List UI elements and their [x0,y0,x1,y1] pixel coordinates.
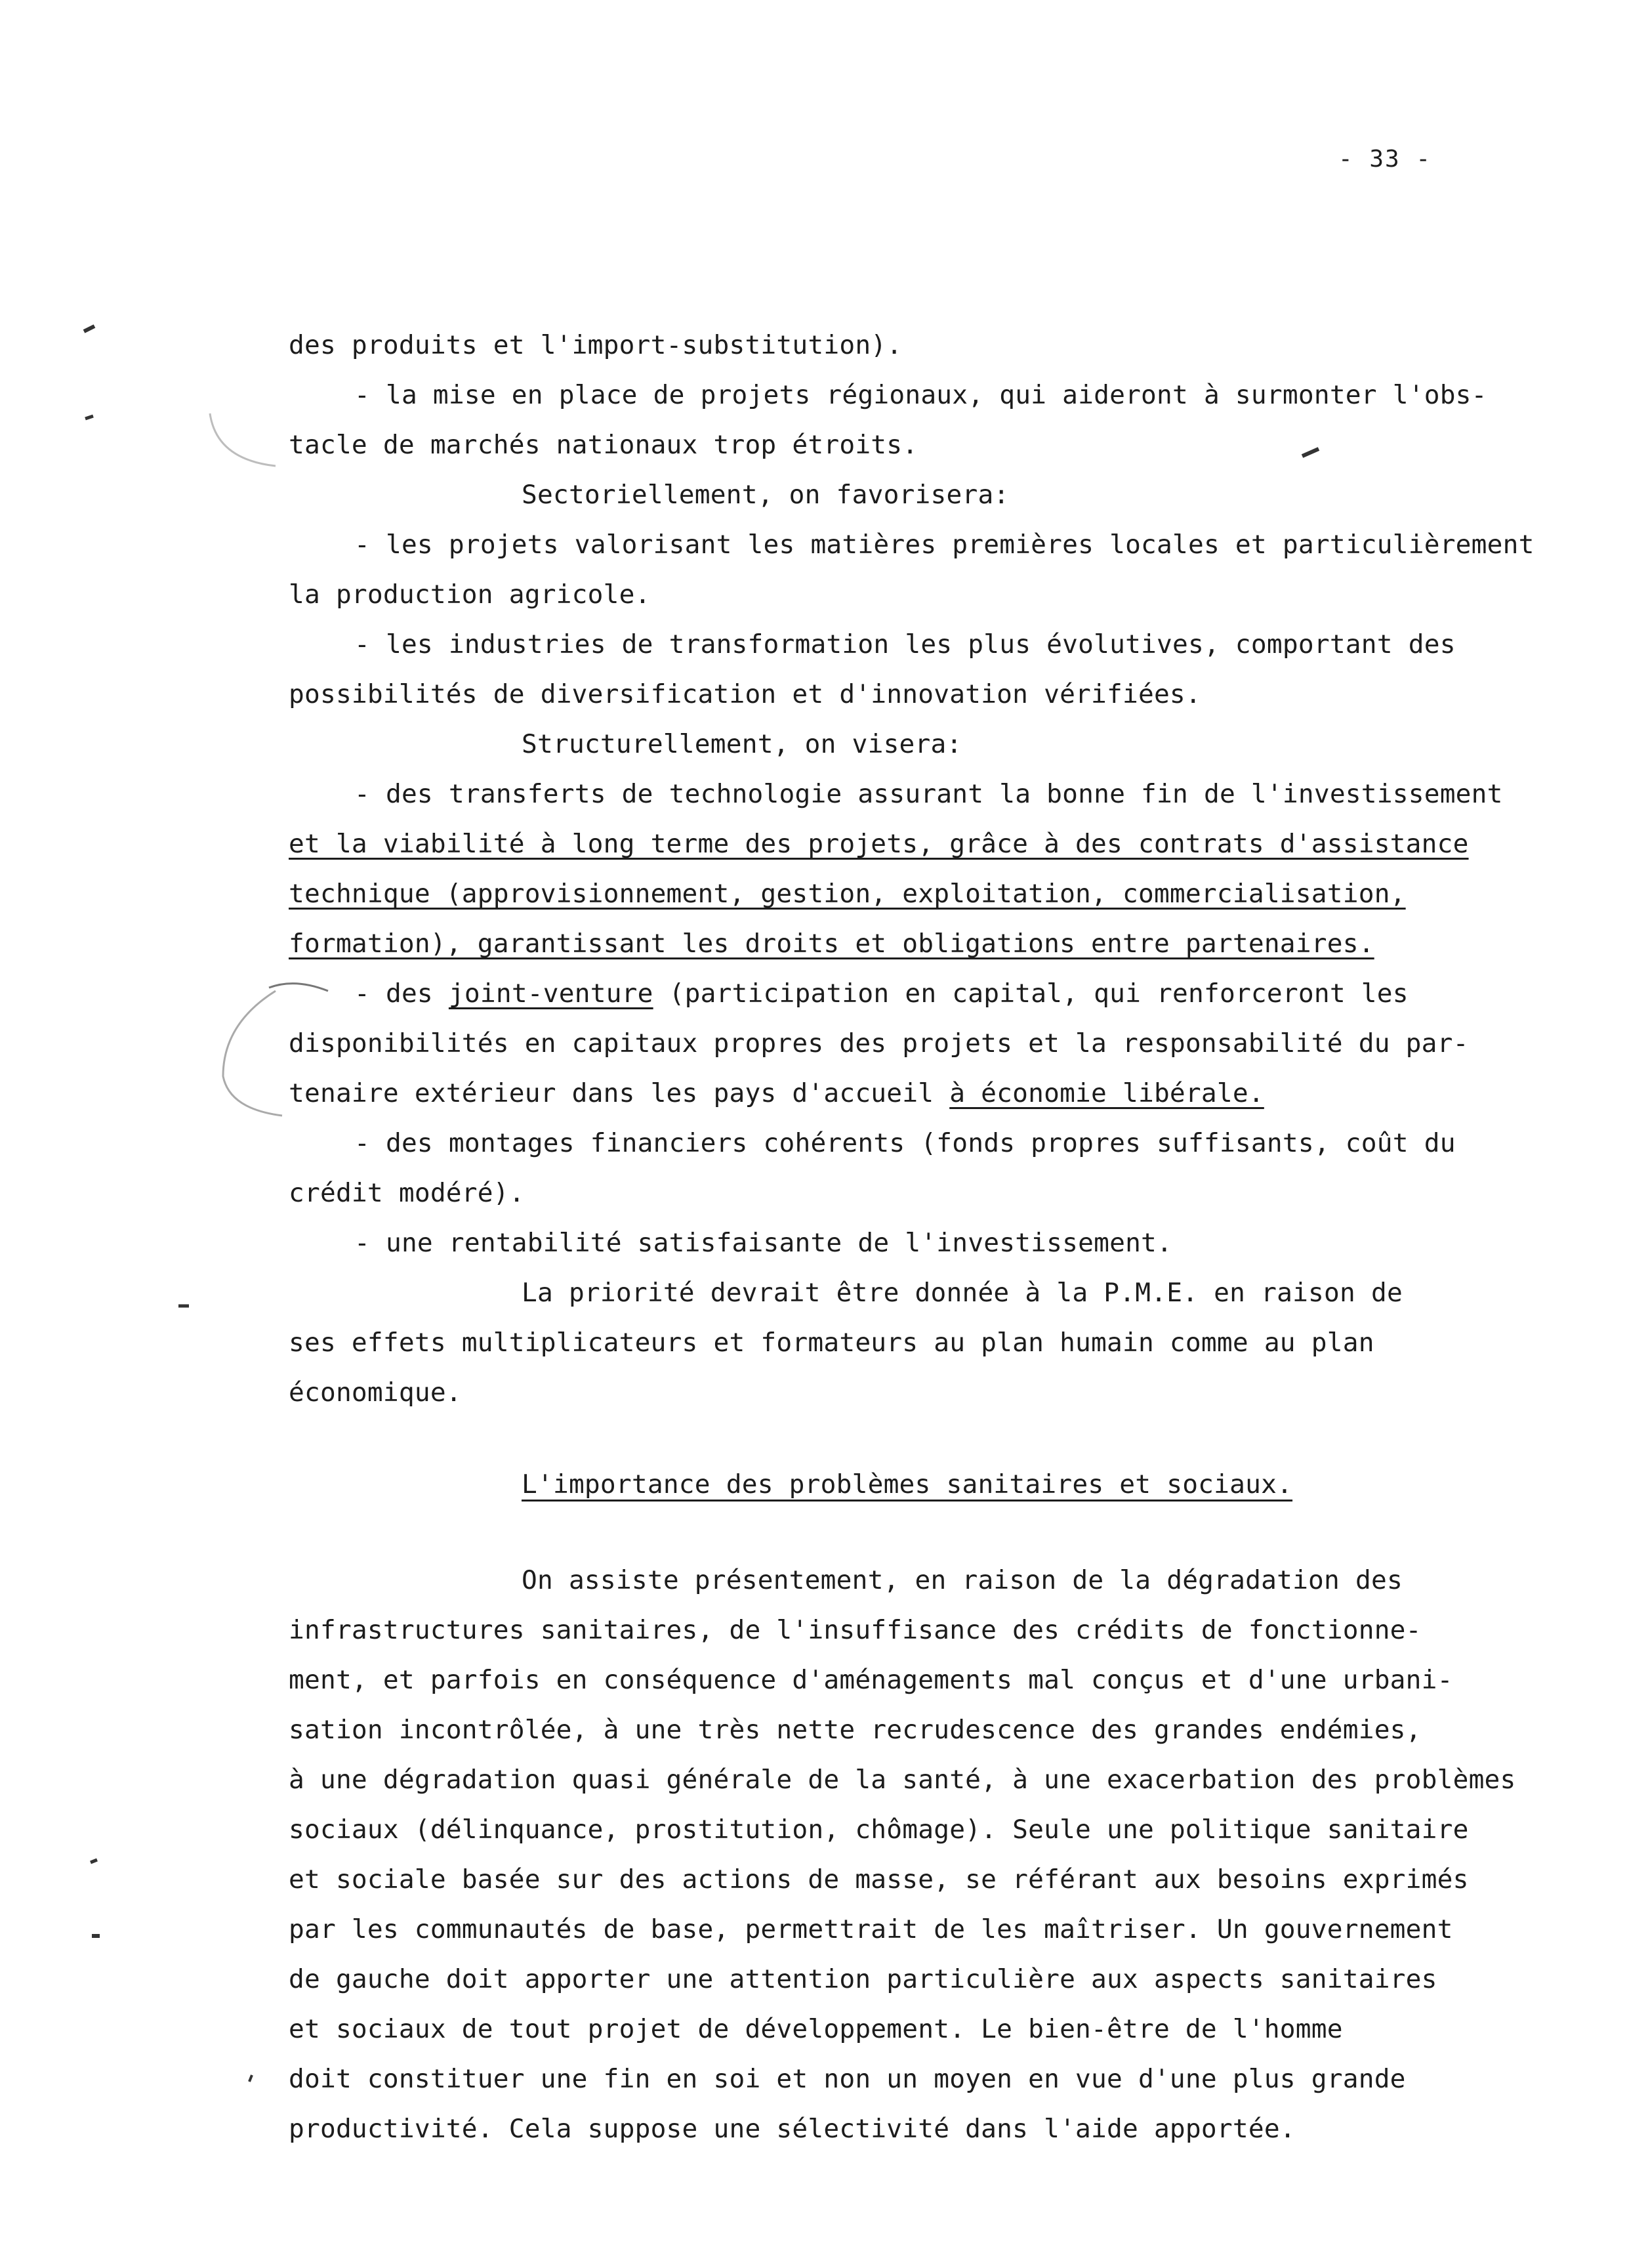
margin-dot-mark [91,1860,97,1862]
text-line: de gauche doit apporter une attention particulière aux aspects sanitaires [289,1964,1437,1994]
text-line: productivité. Cela suppose une sélectivité dans l'aide apportée. [289,2114,1296,2144]
text-line: crédit modéré). [289,1178,525,1208]
text-line: - les projets valorisant les matières premières locales et particulièrement [354,530,1535,560]
section-heading: L'importance des problèmes sanitaires et sociaux. [522,1469,1293,1500]
text-line: la production agricole. [289,579,651,610]
joint-venture-underlined: joint-venture [448,978,653,1009]
text-line: par les communautés de base, permettrait de les maîtriser. Un gouvernement [289,1914,1453,1944]
text-line: - la mise en place de projets régionaux, qui aideront à surmonter l'obs- [354,380,1487,410]
text-line: Sectoriellement, on favorisera: [522,480,1010,510]
text-line: - une rentabilité satisfaisante de l'investissement. [354,1228,1173,1258]
text-line-underlined: et la viabilité à long terme des projets, grâce à des contrats d'assistance [289,829,1469,859]
text-line: à une dégradation quasi générale de la santé, à une exacerbation des problèmes [289,1765,1516,1795]
pen-tick-mark [1302,449,1319,456]
text-segment: tenaire extérieur dans les pays d'accueil [289,1078,950,1108]
text-line: Structurellement, on visera: [522,729,962,759]
text-line: - des transferts de technologie assurant la bonne fin de l'investissement [354,779,1503,809]
margin-dot-mark [85,416,93,419]
text-line: ses effets multiplicateurs et formateurs au plan humain comme au plan [289,1328,1374,1358]
text-line: et sociaux de tout projet de développement. Le bien-être de l'homme [289,2014,1343,2044]
text-line: tacle de marchés nationaux trop étroits. [289,430,918,460]
text-line: économique. [289,1377,462,1408]
text-line: La priorité devrait être donnée à la P.M.E. en raison de [522,1278,1403,1308]
text-line: infrastructures sanitaires, de l'insuffisance des crédits de fonctionne- [289,1615,1422,1645]
text-line: possibilités de diversification et d'innovation vérifiées. [289,679,1201,709]
text-line: et sociale basée sur des actions de masse, se référant aux besoins exprimés [289,1864,1469,1895]
text-line: sation incontrôlée, à une très nette recrudescence des grandes endémies, [289,1715,1422,1745]
text-line: ment, et parfois en conséquence d'aménagements mal conçus et d'une urbani- [289,1665,1453,1695]
margin-bracket-mark [210,413,276,466]
margin-bracket-mark [223,991,282,1116]
text-line: disponibilités en capitaux propres des projets et la responsabilité du par- [289,1028,1469,1059]
text-segment: (participation en capital, qui renforceront les [653,978,1409,1009]
margin-arrow-mark [269,984,328,991]
text-line: - des montages financiers cohérents (fonds propres suffisants, coût du [354,1128,1456,1158]
text-line: - les industries de transformation les plus évolutives, comportant des [354,629,1456,660]
text-segment: - des [354,978,449,1009]
economie-liberale-underlined: à économie libérale. [949,1078,1264,1108]
margin-dot-mark [249,2075,252,2082]
text-line: sociaux (délinquance, prostitution, chômage). Seule une politique sanitaire [289,1815,1469,1845]
text-line: On assiste présentement, en raison de la dégradation des [522,1565,1403,1595]
text-line: des produits et l'import-substitution). [289,330,903,360]
text-line-underlined: formation), garantissant les droits et obligations entre partenaires. [289,929,1374,959]
text-line: doit constituer une fin en soi et non un moyen en vue d'une plus grande [289,2064,1406,2094]
page-number: - 33 - [1338,146,1432,173]
text-line-underlined: technique (approvisionnement, gestion, exploitation, commercialisation, [289,879,1406,909]
margin-dot-mark [84,326,94,331]
